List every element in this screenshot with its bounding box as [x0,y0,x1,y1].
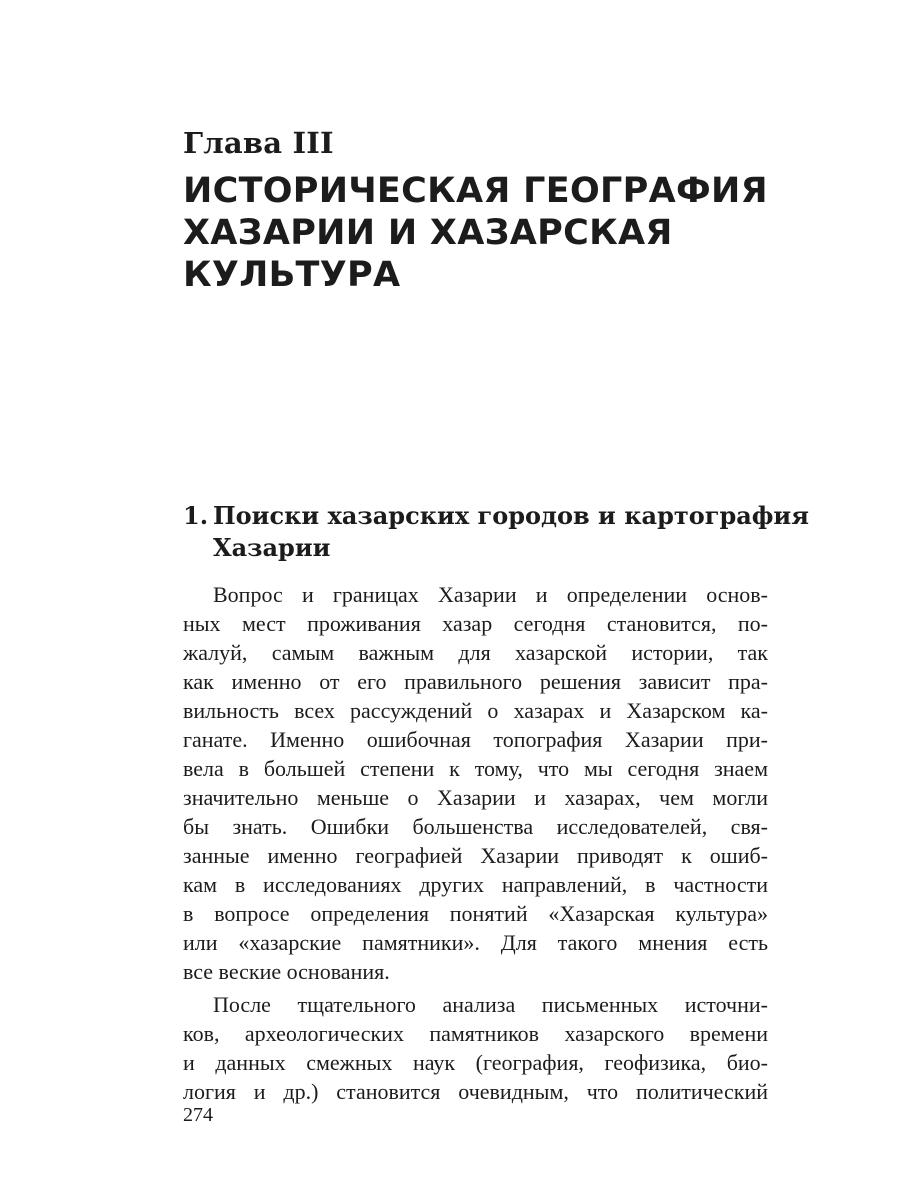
chapter-label: Глава III [183,126,334,160]
text-line: вильность всех рассуждений о хазарах и Хазарском ка- [183,698,768,723]
text-line: все веские основания. [183,959,390,984]
section-title-line: Хазарии [213,533,331,562]
text-line: и данных смежных наук (география, геофизика, био- [183,1050,768,1075]
paragraph [183,580,768,986]
section-number: 1. [183,501,209,530]
text-line: ков, археологических памятников хазарского времени [183,1021,768,1046]
body-text [183,580,768,1106]
text-line: Вопрос и границах Хазарии и определении основ- [213,582,768,607]
text-line: занные именно географией Хазарии приводят к ошиб- [183,843,768,868]
text-line: жалуй, самым важным для хазарской истории, так [183,640,768,665]
text-line: ных мест проживания хазар сегодня становится, по- [183,611,768,636]
text-line: ганате. Именно ошибочная топография Хазарии при- [183,727,768,752]
chapter-title-line: ИСТОРИЧЕСКАЯ ГЕОГРАФИЯ [183,171,768,211]
section-title-line: Поиски хазарских городов и картография [213,501,809,530]
text-line: После тщательного анализа письменных источни- [213,992,768,1017]
text-line: кам в исследованиях других направлений, в частности [183,872,768,897]
chapter-title [183,170,768,296]
chapter-title-line: ХАЗАРИИ И ХАЗАРСКАЯ [183,213,673,253]
paragraph [183,990,768,1106]
text-line: логия и др.) становится очевидным, что политический [183,1079,768,1104]
page-number: 274 [183,1104,213,1126]
text-line: как именно от его правильного решения зависит пра- [183,669,768,694]
chapter-title-line: КУЛЬТУРА [183,255,401,295]
text-line: в вопросе определения понятий «Хазарская культура» [183,901,768,926]
text-line: вела в большей степени к тому, что мы сегодня знаем [183,756,768,781]
text-line: бы знать. Ошибки большенства исследователей, свя- [183,814,768,839]
text-line: значительно меньше о Хазарии и хазарах, чем могли [183,785,768,810]
text-line: или «хазарские памятники». Для такого мнения есть [183,930,768,955]
section-heading [183,500,809,564]
section-heading-line [183,500,809,532]
